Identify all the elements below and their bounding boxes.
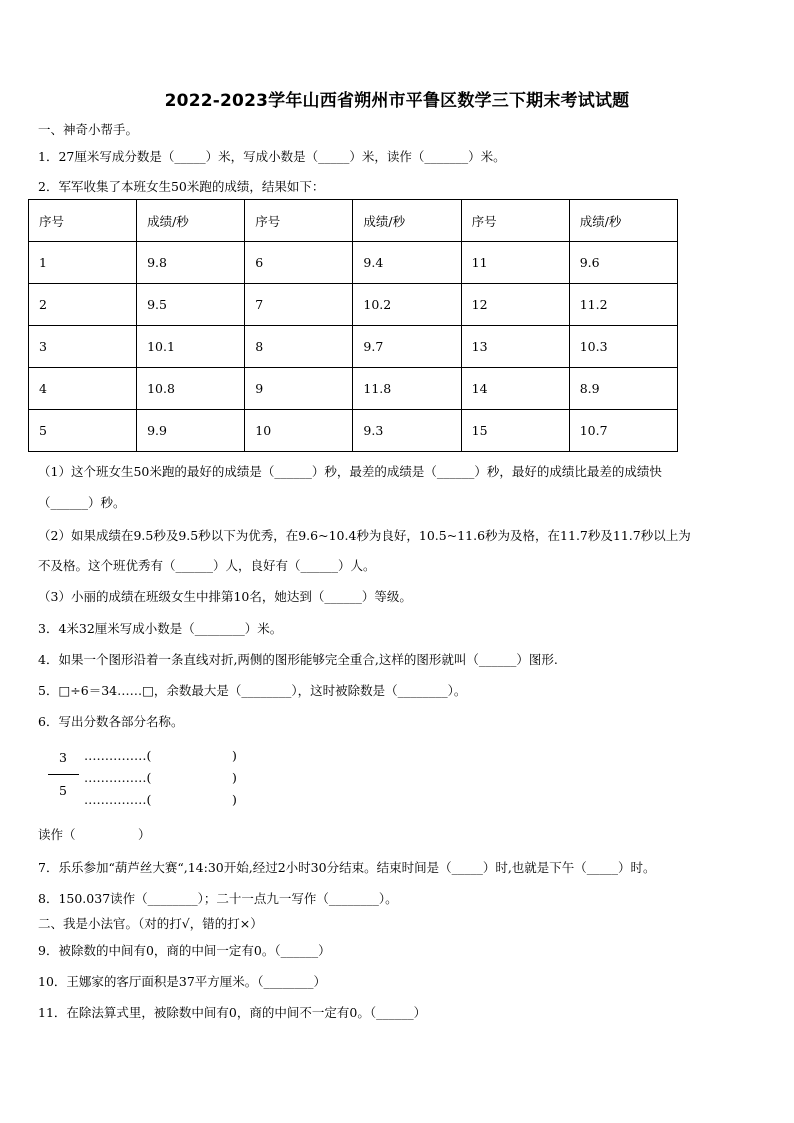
table-cell: 9.5 xyxy=(137,284,245,326)
table-cell: 11.2 xyxy=(569,284,677,326)
question-2: 2．军军收集了本班女生50米跑的成绩，结果如下： xyxy=(38,179,325,194)
table-cell: 1 xyxy=(29,242,137,284)
table-row xyxy=(29,326,678,368)
question-2-part-2: （2）如果成绩在9.5秒及9.5秒以下为优秀，在9.6~10.4秒为良好，10.5~11.6秒为及格，在11.7秒及11.7秒以上为 xyxy=(38,528,691,543)
table-cell: 9 xyxy=(245,368,353,410)
section-heading-1: 一、神奇小帮手。 xyxy=(38,122,139,137)
table-cell: 15 xyxy=(461,410,569,452)
table-header-cell: 序号 xyxy=(245,200,353,242)
table-header-cell: 成绩/秒 xyxy=(353,200,461,242)
table-cell: 10.3 xyxy=(569,326,677,368)
part-leader: ……………( xyxy=(84,770,152,785)
table-cell: 10.7 xyxy=(569,410,677,452)
table-cell: 4 xyxy=(29,368,137,410)
table-cell: 14 xyxy=(461,368,569,410)
question-4: 4．如果一个图形沿着一条直线对折,两侧的图形能够完全重合,这样的图形就叫（______）图形. xyxy=(38,652,558,667)
table-cell: 9.4 xyxy=(353,242,461,284)
scores-table xyxy=(28,199,678,452)
table-cell: 7 xyxy=(245,284,353,326)
table-cell: 9.9 xyxy=(137,410,245,452)
fraction-numerator: 3 xyxy=(59,750,67,765)
fraction-part-numerator xyxy=(84,748,237,763)
part-close: ) xyxy=(232,792,237,807)
question-1: 1．27厘米写成分数是（_____）米，写成小数是（_____）米，读作（_______）米。 xyxy=(38,149,506,164)
question-2-part-2-cont: 不及格。这个班优秀有（______）人，良好有（______）人。 xyxy=(38,558,376,573)
table-cell: 2 xyxy=(29,284,137,326)
question-2-part-1: （1）这个班女生50米跑的最好的成绩是（______）秒，最差的成绩是（______）秒，最好的成绩比最差的成绩快 xyxy=(38,464,662,479)
table-header-cell: 成绩/秒 xyxy=(569,200,677,242)
table-row xyxy=(29,368,678,410)
page-title: 2022-2023学年山西省朔州市平鲁区数学三下期末考试试题 xyxy=(164,91,630,111)
question-3: 3．4米32厘米写成小数是（________）米。 xyxy=(38,621,283,636)
table-cell: 5 xyxy=(29,410,137,452)
table-header-row xyxy=(29,200,678,242)
table-row xyxy=(29,284,678,326)
question-7: 7．乐乐参加“葫芦丝大赛“,14:30开始,经过2小时30分结束。结束时间是（_____）时,也就是下午（_____）时。 xyxy=(38,860,656,875)
part-close: ) xyxy=(232,770,237,785)
question-11: 11．在除法算式里，被除数中间有0，商的中间不一定有0。（______） xyxy=(38,1005,427,1020)
table-cell: 10.1 xyxy=(137,326,245,368)
question-2-part-3: （3）小丽的成绩在班级女生中排第10名，她达到（______）等级。 xyxy=(38,589,412,604)
table-cell: 8 xyxy=(245,326,353,368)
part-close: ) xyxy=(232,748,237,763)
table-header-cell: 序号 xyxy=(461,200,569,242)
fraction-part-bar xyxy=(84,770,237,785)
table-header-cell: 成绩/秒 xyxy=(137,200,245,242)
table-cell: 10 xyxy=(245,410,353,452)
part-leader: ……………( xyxy=(84,792,152,807)
question-5: 5．□÷6＝34……□，余数最大是（________），这时被除数是（________）。 xyxy=(38,683,467,698)
table-header-cell: 序号 xyxy=(29,200,137,242)
question-8: 8．150.037读作（________）；二十一点九一写作（________）。 xyxy=(38,891,398,906)
table-row xyxy=(29,410,678,452)
fraction-part-denominator xyxy=(84,792,237,807)
question-9: 9．被除数的中间有0，商的中间一定有0。（______） xyxy=(38,943,331,958)
table-cell: 12 xyxy=(461,284,569,326)
question-6-read: 读作（ ） xyxy=(38,827,151,842)
table-cell: 10.8 xyxy=(137,368,245,410)
question-2-part-1-cont: （______）秒。 xyxy=(38,495,126,510)
question-10: 10．王娜家的客厅面积是37平方厘米。（________） xyxy=(38,974,327,989)
fraction-denominator: 5 xyxy=(59,783,67,798)
table-cell: 10.2 xyxy=(353,284,461,326)
table-cell: 9.6 xyxy=(569,242,677,284)
table-row xyxy=(29,242,678,284)
table-cell: 3 xyxy=(29,326,137,368)
table-cell: 9.3 xyxy=(353,410,461,452)
table-cell: 9.7 xyxy=(353,326,461,368)
table-cell: 11 xyxy=(461,242,569,284)
table-cell: 8.9 xyxy=(569,368,677,410)
table-cell: 11.8 xyxy=(353,368,461,410)
question-6: 6．写出分数各部分名称。 xyxy=(38,714,184,729)
fraction-bar xyxy=(48,774,79,775)
table-cell: 9.8 xyxy=(137,242,245,284)
part-leader: ……………( xyxy=(84,748,152,763)
table-cell: 13 xyxy=(461,326,569,368)
section-heading-2: 二、我是小法官。（对的打√，错的打×） xyxy=(38,916,263,931)
table-cell: 6 xyxy=(245,242,353,284)
